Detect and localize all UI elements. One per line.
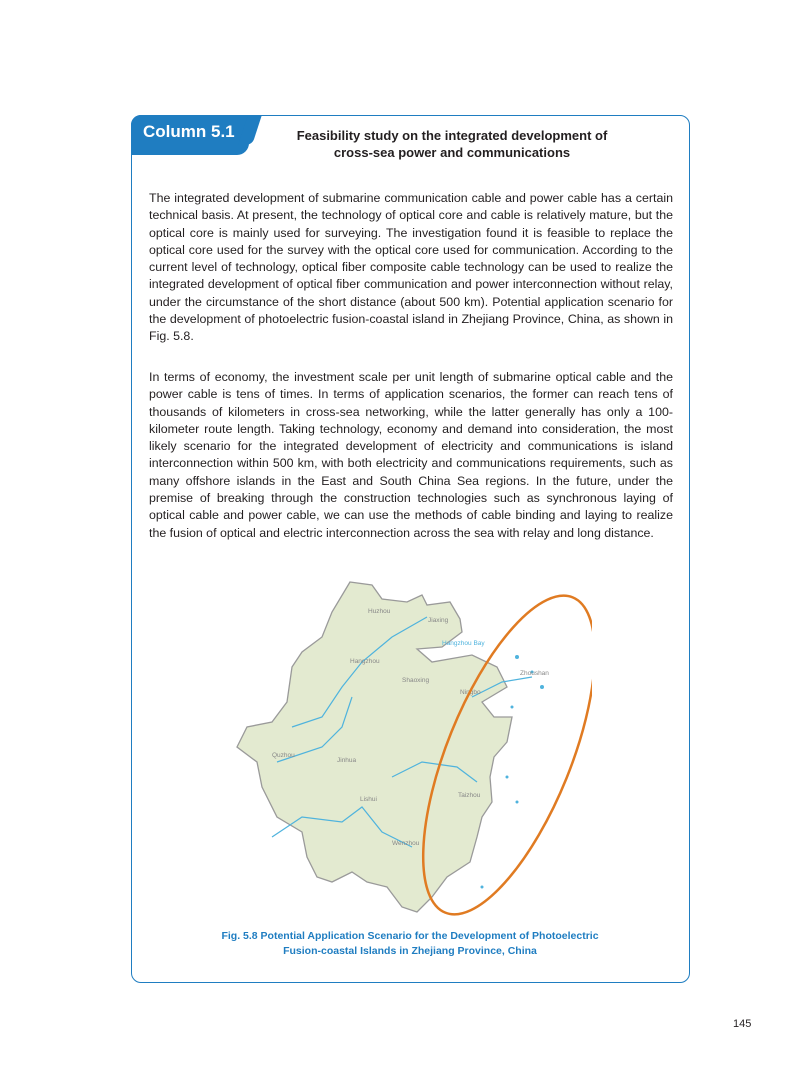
- map-label-huzhou: Huzhou: [368, 608, 391, 615]
- paragraph-1: The integrated development of submarine communication cable and power cable has a certain technical basis. At present, the technology of optical core and cable is relatively mature, but the optical core is mainly used for surveying. The investigation found it is feasible to replace the optical core used for the survey with the optical core used for communication. According to the current level of technology, optical fiber composite cable technology can be used to realize the integrated development of optical fiber communication and power interconnection without relay, under the circumstance of the short distance (about 500 km). Potential application scenario for the development of photoelectric fusion-coastal island in Zhejiang Province, China, as shown in Fig. 5.8.: [149, 191, 673, 344]
- land-area: [237, 582, 512, 912]
- column-label: Column 5.1: [131, 115, 249, 155]
- zhejiang-map: [232, 577, 592, 922]
- map-label-hangzhou-bay: Hangzhou Bay: [442, 640, 485, 647]
- map-label-wenzhou: Wenzhou: [392, 840, 420, 847]
- column-title-line2: cross-sea power and communications: [333, 145, 571, 160]
- caption-line2: Fusion-coastal Islands in Zhejiang Province, China: [283, 945, 537, 957]
- map-label-jiaxing: Jiaxing: [428, 617, 449, 624]
- map-label-zhoushan: Zhoushan: [520, 670, 549, 677]
- column-title: [262, 127, 642, 161]
- map-label-shaoxing: Shaoxing: [402, 677, 430, 684]
- map-label-jinhua: Jinhua: [337, 757, 357, 764]
- figure-caption: [190, 929, 630, 959]
- page-number: 145: [733, 1018, 752, 1030]
- map-label-ningbo: Ningbo: [460, 689, 481, 696]
- paragraph-2: In terms of economy, the investment scale per unit length of submarine optical cable and the power cable is tens of times. In terms of application scenarios, the former can reach tens of thousands of kilometers in cross-sea networking, while the latter generally has only a 100-kilometer route length. Taking technology, economy and demand into consideration, the most likely scenario for the integrated development of electricity and communications is island interconnection within 500 km, with both electricity and communications requirements, such as many offshore islands in the East and South China Sea regions. In the future, under the premise of breaking through the construction technologies such as synchronous laying of optical cable and power cable, we can use the methods of cable binding and laying to realize the fusion of optical and electric interconnection across the sea with relay and long distance.: [149, 370, 673, 540]
- map-label-quzhou: Quzhou: [272, 752, 295, 759]
- map-label-lishui: Lishui: [360, 796, 377, 803]
- map-label-taizhou: Taizhou: [458, 792, 481, 799]
- caption-line1: Fig. 5.8 Potential Application Scenario for the Development of Photoelectric: [221, 930, 599, 942]
- map-label-hangzhou: Hangzhou: [350, 658, 380, 665]
- column-title-line1: Feasibility study on the integrated development of: [296, 128, 608, 143]
